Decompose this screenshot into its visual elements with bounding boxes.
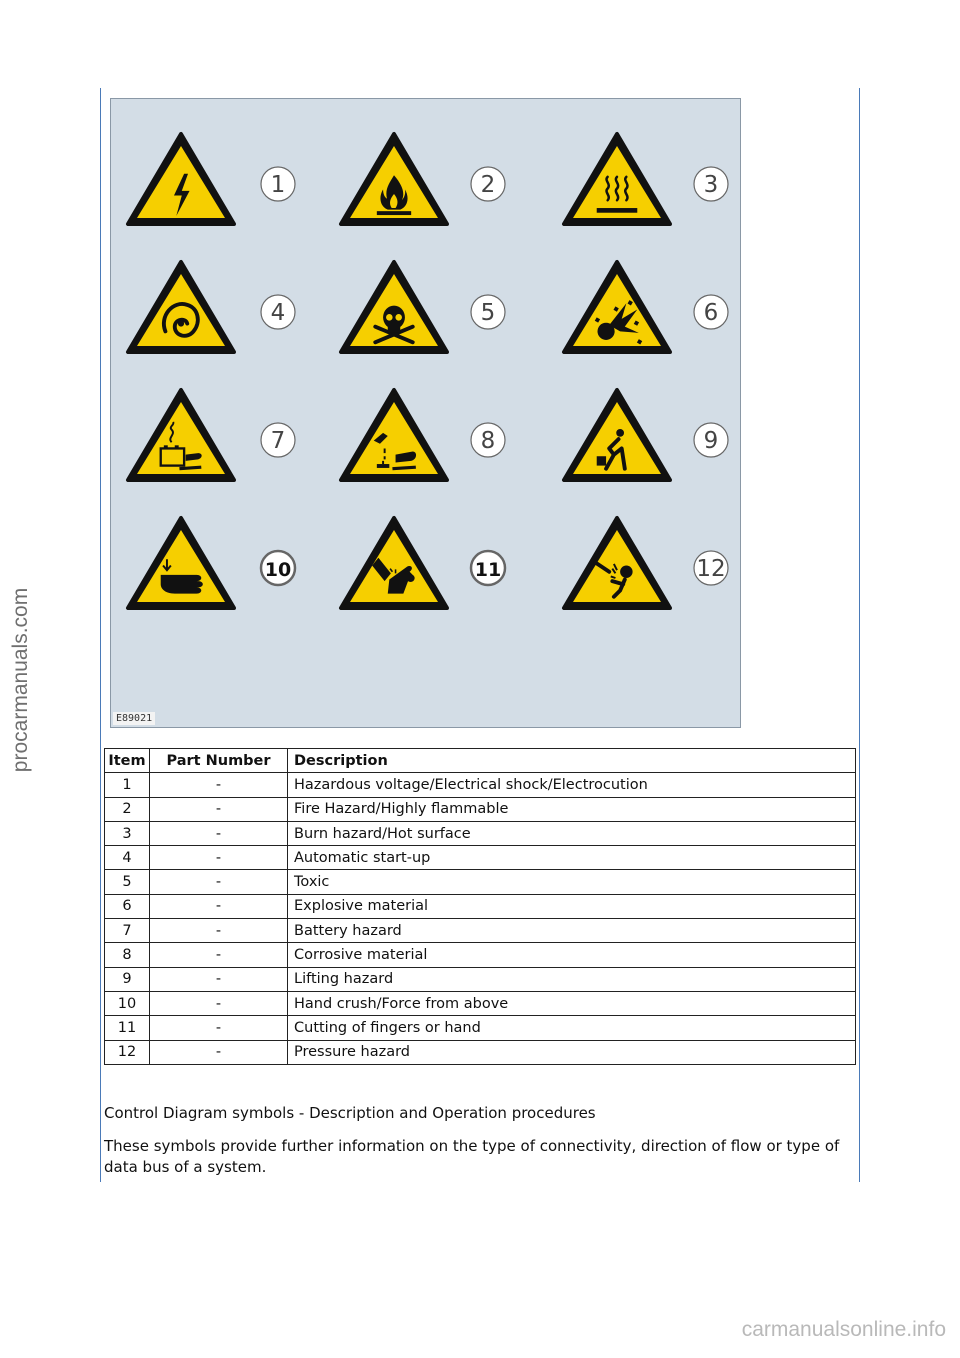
cell-part-number: - (150, 991, 288, 1015)
table-row (105, 1016, 856, 1040)
cell-description: Automatic start-up (288, 846, 856, 870)
cell-description: Explosive material (288, 894, 856, 918)
symbol-number: 6 (703, 300, 719, 326)
table-row (105, 870, 856, 894)
body-paragraph: These symbols provide further information on the type of connectivity, direction of flow or type of data bus of a system. (104, 1137, 840, 1176)
cell-description: Cutting of fingers or hand (288, 1016, 856, 1040)
symbol-number: 7 (270, 428, 286, 454)
cell-item: 5 (105, 870, 150, 894)
parts-table (104, 748, 856, 1065)
table-row (105, 821, 856, 845)
warning-symbols-figure (110, 98, 741, 728)
cell-part-number: - (150, 919, 288, 943)
explosion-icon (564, 262, 670, 352)
cell-item: 12 (105, 1040, 150, 1064)
right-page-rule (859, 88, 860, 1182)
side-watermark (6, 560, 36, 800)
table-row (105, 894, 856, 918)
cell-item: 2 (105, 797, 150, 821)
symbol-number: 3 (703, 172, 719, 198)
figure-code: E89021 (113, 712, 155, 725)
cell-part-number: - (150, 943, 288, 967)
battery-hazard-icon (128, 390, 234, 480)
cell-description: Hazardous voltage/Electrical shock/Electrocution (288, 773, 856, 797)
flame-icon (341, 134, 447, 224)
symbol-number: 5 (480, 300, 496, 326)
cell-part-number: - (150, 846, 288, 870)
cell-item: 10 (105, 991, 150, 1015)
lifting-hazard-icon (564, 390, 670, 480)
bottom-watermark: carmanualsonline.info (741, 1318, 946, 1341)
cell-part-number: - (150, 773, 288, 797)
symbol-number: 1 (270, 172, 286, 198)
symbol-number: 8 (480, 428, 496, 454)
electric-shock-icon (128, 134, 234, 224)
cell-item: 8 (105, 943, 150, 967)
cell-item: 9 (105, 967, 150, 991)
symbol-number: 11 (474, 559, 502, 581)
cell-part-number: - (150, 870, 288, 894)
header-item: Item (105, 749, 150, 773)
corrosive-icon (341, 390, 447, 480)
symbol-number: 12 (696, 556, 726, 582)
hot-surface-icon (564, 134, 670, 224)
cell-description: Pressure hazard (288, 1040, 856, 1064)
cell-part-number: - (150, 967, 288, 991)
cell-description: Corrosive material (288, 943, 856, 967)
pressure-hazard-icon (564, 518, 670, 608)
symbol-number: 4 (270, 300, 286, 326)
cell-part-number: - (150, 1016, 288, 1040)
cell-part-number: - (150, 894, 288, 918)
table-row (105, 773, 856, 797)
cell-part-number: - (150, 821, 288, 845)
cell-description: Lifting hazard (288, 967, 856, 991)
cell-item: 4 (105, 846, 150, 870)
hand-crush-icon (128, 518, 234, 608)
table-header-row (105, 749, 856, 773)
header-description: Description (288, 749, 856, 773)
left-page-rule (100, 88, 101, 1182)
cell-description: Battery hazard (288, 919, 856, 943)
symbol-number: 9 (703, 428, 719, 454)
header-part-number: Part Number (150, 749, 288, 773)
table-row (105, 967, 856, 991)
cell-description: Burn hazard/Hot surface (288, 821, 856, 845)
section-caption: Control Diagram symbols - Description and Operation procedures (104, 1104, 596, 1122)
table-row (105, 1040, 856, 1064)
cell-part-number: - (150, 797, 288, 821)
cell-item: 1 (105, 773, 150, 797)
table-row (105, 797, 856, 821)
cell-item: 7 (105, 919, 150, 943)
cell-description: Toxic (288, 870, 856, 894)
warning-symbols-grid (111, 99, 740, 727)
cell-item: 6 (105, 894, 150, 918)
table-row (105, 919, 856, 943)
cell-description: Hand crush/Force from above (288, 991, 856, 1015)
symbol-number: 2 (480, 172, 496, 198)
automatic-start-icon (128, 262, 234, 352)
cell-item: 3 (105, 821, 150, 845)
table-row (105, 991, 856, 1015)
cell-part-number: - (150, 1040, 288, 1064)
cutting-hand-icon (341, 518, 447, 608)
side-watermark-text: procarmanuals.com (9, 587, 32, 773)
symbol-number: 10 (264, 559, 292, 581)
table-row (105, 943, 856, 967)
skull-crossbones-icon (341, 262, 447, 352)
cell-item: 11 (105, 1016, 150, 1040)
table-row (105, 846, 856, 870)
cell-description: Fire Hazard/Highly flammable (288, 797, 856, 821)
